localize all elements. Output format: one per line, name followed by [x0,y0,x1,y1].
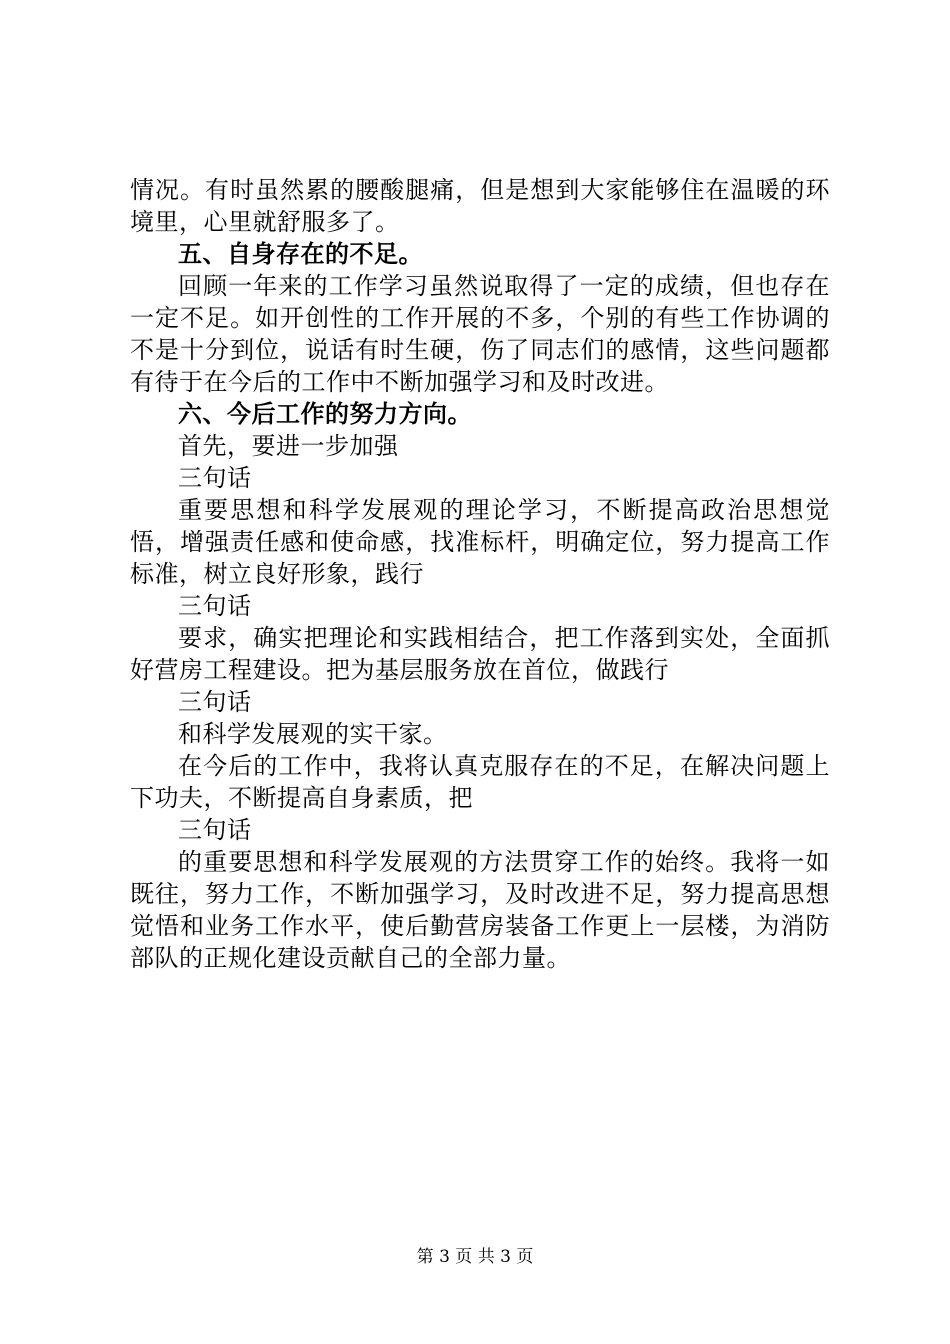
paragraph: 三句话 [178,592,252,620]
document-body [130,174,830,974]
paragraph: 首先，要进一步加强 [178,432,399,460]
page-footer [0,1242,950,1267]
paragraph-continuation: 情况。有时虽然累的腰酸腿痛，但是想到大家能够住在温暖的环境里，心里就舒服多了。 [130,176,830,236]
paragraph: 要求，确实把理论和实践相结合，把工作落到实处，全面抓好营房工程建设。把为基层服务放在首位，做践行 [130,624,830,684]
paragraph: 三句话 [178,464,252,492]
section-heading-6: 六、今后工作的努力方向。 [178,399,472,428]
paragraph: 重要思想和科学发展观的理论学习，不断提高政治思想觉悟，增强责任感和使命感，找准标杆，明确定位，努力提高工作标准，树立良好形象，践行 [130,496,830,588]
page-number: 第 3 页 共 3 页 [416,1247,534,1267]
paragraph: 三句话 [178,816,252,844]
paragraph: 的重要思想和科学发展观的方法贯穿工作的始终。我将一如既往，努力工作，不断加强学习，及时改进不足，努力提高思想觉悟和业务工作水平，使后勤营房装备工作更上一层楼，为消防部队的正规化建设贡献自己的全部力量。 [130,848,830,972]
paragraph: 在今后的工作中，我将认真克服存在的不足，在解决问题上下功夫，不断提高自身素质，把 [130,752,830,812]
paragraph: 回顾一年来的工作学习虽然说取得了一定的成绩，但也存在一定不足。如开创性的工作开展的不多，个别的有些工作协调的不是十分到位，说话有时生硬，伤了同志们的感情，这些问题都有待于在今后的工作中不断加强学习和及时改进。 [130,272,830,396]
section-heading-5: 五、自身存在的不足。 [178,239,423,268]
paragraph: 和科学发展观的实干家。 [178,720,448,748]
paragraph: 三句话 [178,688,252,716]
